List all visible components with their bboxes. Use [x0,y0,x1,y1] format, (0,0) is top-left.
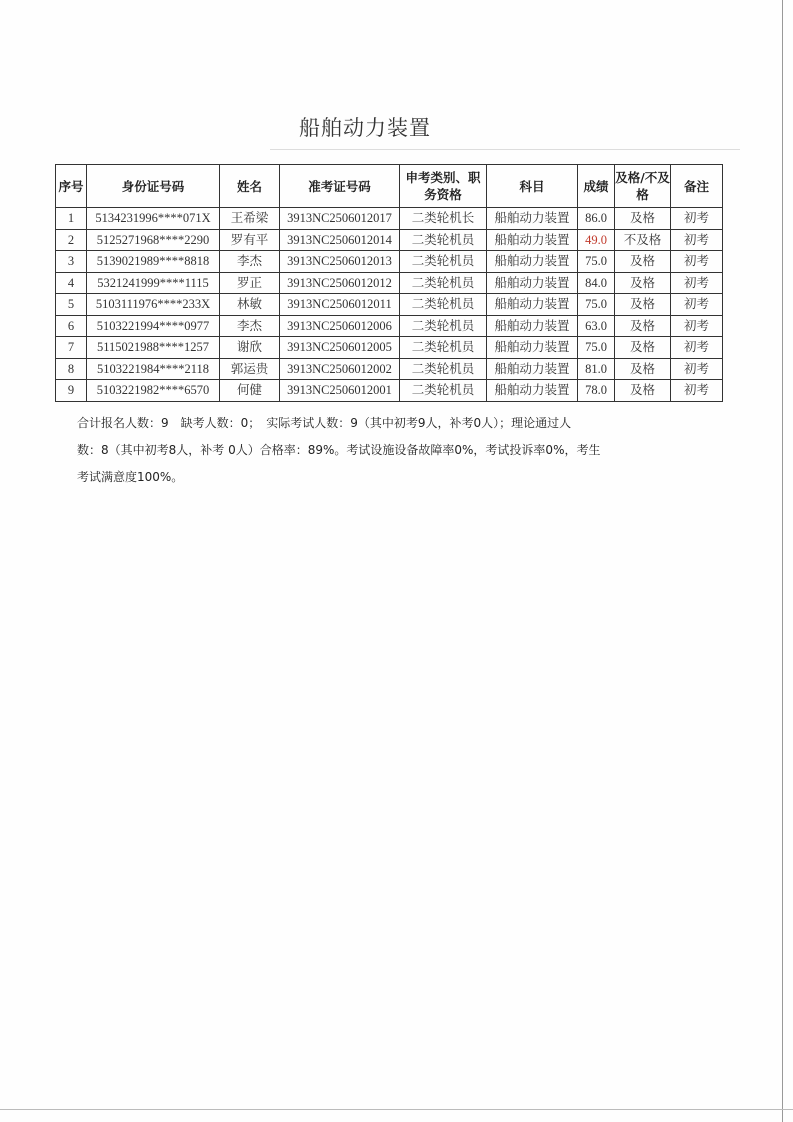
table-row [56,229,723,251]
row-seq: 7 [56,337,87,359]
row-id-number: 5103111976****233X [87,294,220,316]
row-category: 二类轮机员 [400,294,487,316]
table-row [56,380,723,402]
row-seq: 4 [56,272,87,294]
header-subject: 科目 [487,165,578,208]
row-name: 李杰 [220,315,280,337]
row-name: 王希梁 [220,208,280,230]
row-score: 84.0 [578,272,615,294]
row-seq: 5 [56,294,87,316]
row-exam-number: 3913NC2506012012 [280,272,400,294]
row-category: 二类轮机员 [400,337,487,359]
row-seq: 3 [56,251,87,273]
row-id-number: 5139021989****8818 [87,251,220,273]
row-note: 初考 [671,337,723,359]
row-score: 63.0 [578,315,615,337]
row-subject: 船舶动力装置 [487,272,578,294]
summary-line: 考试满意度100%。 [77,470,184,484]
row-category: 二类轮机员 [400,272,487,294]
row-name: 李杰 [220,251,280,273]
row-name: 何健 [220,380,280,402]
row-category: 二类轮机员 [400,229,487,251]
row-score: 75.0 [578,294,615,316]
row-category: 二类轮机长 [400,208,487,230]
header-name: 姓名 [220,165,280,208]
summary-line: 合计报名人数：9 缺考人数：0； 实际考试人数：9（其中初考9人，补考0人）；理论通过人 [77,416,572,430]
table-row [56,251,723,273]
row-note: 初考 [671,208,723,230]
table-row [56,208,723,230]
row-result: 及格 [615,251,671,273]
row-note: 初考 [671,294,723,316]
row-exam-number: 3913NC2506012017 [280,208,400,230]
row-subject: 船舶动力装置 [487,251,578,273]
row-score: 81.0 [578,358,615,380]
row-note: 初考 [671,358,723,380]
summary-line: 数：8（其中初考8人，补考 0人）合格率：89%。考试设施设备故障率0%，考试投诉率0%，考生 [77,443,601,457]
row-subject: 船舶动力装置 [487,229,578,251]
row-result: 及格 [615,294,671,316]
header-id-number: 身份证号码 [87,165,220,208]
row-note: 初考 [671,380,723,402]
row-category: 二类轮机员 [400,380,487,402]
row-category: 二类轮机员 [400,251,487,273]
header-category: 申考类别、职务资格 [400,165,487,208]
row-name: 郭运贵 [220,358,280,380]
row-subject: 船舶动力装置 [487,380,578,402]
row-exam-number: 3913NC2506012005 [280,337,400,359]
row-result: 及格 [615,272,671,294]
row-subject: 船舶动力装置 [487,358,578,380]
table-row [56,315,723,337]
row-name: 罗有平 [220,229,280,251]
row-name: 谢欣 [220,337,280,359]
row-exam-number: 3913NC2506012006 [280,315,400,337]
row-category: 二类轮机员 [400,358,487,380]
row-exam-number: 3913NC2506012013 [280,251,400,273]
row-name: 林敏 [220,294,280,316]
row-note: 初考 [671,229,723,251]
row-score: 86.0 [578,208,615,230]
page-edge-bottom [0,1109,793,1110]
row-subject: 船舶动力装置 [487,294,578,316]
table-row [56,294,723,316]
row-exam-number: 3913NC2506012002 [280,358,400,380]
document-title: 船舶动力装置 [299,116,431,140]
row-result: 及格 [615,208,671,230]
header-exam-number: 准考证号码 [280,165,400,208]
row-result: 及格 [615,315,671,337]
row-note: 初考 [671,272,723,294]
row-subject: 船舶动力装置 [487,337,578,359]
row-result: 不及格 [615,229,671,251]
scores-table [55,164,723,402]
row-id-number: 5103221994****0977 [87,315,220,337]
row-id-number: 5103221984****2118 [87,358,220,380]
header-note: 备注 [671,165,723,208]
row-seq: 1 [56,208,87,230]
row-category: 二类轮机员 [400,315,487,337]
row-result: 及格 [615,337,671,359]
title-underline [270,149,740,150]
row-exam-number: 3913NC2506012011 [280,294,400,316]
row-id-number: 5321241999****1115 [87,272,220,294]
row-note: 初考 [671,315,723,337]
table-header-row [56,165,723,208]
row-subject: 船舶动力装置 [487,208,578,230]
row-seq: 8 [56,358,87,380]
row-score: 78.0 [578,380,615,402]
table-row [56,358,723,380]
row-seq: 9 [56,380,87,402]
row-score: 75.0 [578,251,615,273]
header-seq: 序号 [56,165,87,208]
row-seq: 2 [56,229,87,251]
row-id-number: 5115021988****1257 [87,337,220,359]
row-exam-number: 3913NC2506012001 [280,380,400,402]
row-exam-number: 3913NC2506012014 [280,229,400,251]
row-name: 罗正 [220,272,280,294]
header-result: 及格/不及格 [615,165,671,208]
row-score: 49.0 [578,229,615,251]
header-score: 成绩 [578,165,615,208]
table-row [56,272,723,294]
row-result: 及格 [615,358,671,380]
row-id-number: 5103221982****6570 [87,380,220,402]
row-score: 75.0 [578,337,615,359]
row-seq: 6 [56,315,87,337]
row-note: 初考 [671,251,723,273]
page-edge-right [782,0,783,1122]
row-subject: 船舶动力装置 [487,315,578,337]
row-result: 及格 [615,380,671,402]
exam-summary [77,410,657,491]
row-id-number: 5125271968****2290 [87,229,220,251]
row-id-number: 5134231996****071X [87,208,220,230]
table-row [56,337,723,359]
